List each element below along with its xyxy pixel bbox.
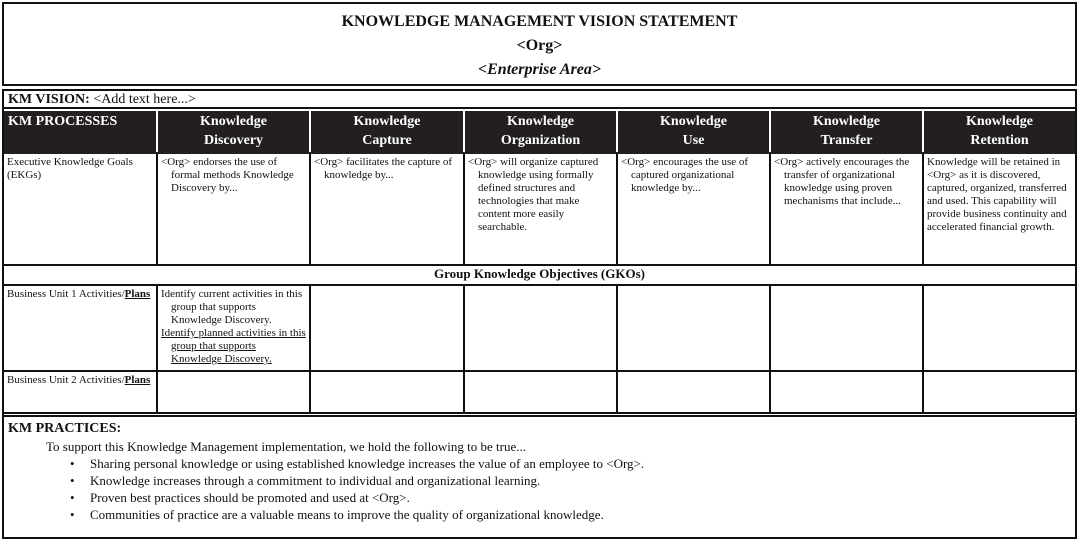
bu1-cell-transfer[interactable] — [770, 285, 923, 371]
column-header-transfer: Knowledge Transfer — [770, 111, 923, 153]
bu1-cell-capture[interactable] — [310, 285, 464, 371]
ekg-cell-capture[interactable]: <Org> facilitates the capture of knowledge by... — [310, 153, 464, 265]
km-practices-title: KM PRACTICES: — [8, 421, 122, 436]
ekg-cell-retention[interactable]: Knowledge will be retained in <Org> as it is discovered, captured, organized, transferred and used. This capability will provide business continuity and accelerated financial growth. — [923, 153, 1075, 265]
title-block — [2, 2, 1077, 86]
ekg-cell-discovery[interactable]: <Org> endorses the use of formal methods Knowledge Discovery by... — [157, 153, 310, 265]
table-row-gkos — [4, 265, 1075, 285]
column-header-capture: Knowledge Capture — [310, 111, 464, 153]
table-row-business-unit-1 — [4, 285, 1075, 371]
list-item: • Communities of practice are a valuable means to improve the quality of organizational knowledge. — [70, 507, 604, 522]
ekg-cell-transfer[interactable]: <Org> actively encourages the transfer of organizational knowledge using proven mechanisms that include... — [770, 153, 923, 265]
km-vision-text[interactable]: <Add text here...> — [93, 92, 196, 107]
km-processes-table — [4, 111, 1075, 414]
gko-section-label: Group Knowledge Objectives (GKOs) — [4, 265, 1075, 285]
table-row-ekgs — [4, 153, 1075, 265]
bullet-icon: • — [70, 456, 75, 471]
bu1-cell-use[interactable] — [617, 285, 770, 371]
list-item: • Proven best practices should be promoted and used at <Org>. — [70, 490, 410, 505]
km-practices-section — [4, 415, 1075, 535]
bullet-icon: • — [70, 473, 75, 488]
ekg-cell-organization[interactable]: <Org> will organize captured knowledge using formally defined structures and technologies that make content more easily searchable. — [464, 153, 617, 265]
bu1-current-activities-text: Identify current activities in this group that supports Knowledge Discovery. — [161, 288, 303, 326]
km-practices-intro: To support this Knowledge Management implementation, we hold the following to be true... — [46, 439, 526, 454]
bu1-cell-retention[interactable] — [923, 285, 1075, 371]
bu2-cell-transfer[interactable] — [770, 371, 923, 413]
km-vision-row — [4, 91, 1075, 109]
column-header-use: Knowledge Use — [617, 111, 770, 153]
bu2-row-label: Business Unit 2 Activities/Plans — [4, 371, 157, 413]
list-item: • Knowledge increases through a commitment to individual and organizational learning. — [70, 473, 541, 488]
column-header-discovery: Knowledge Discovery — [157, 111, 310, 153]
list-item: • Sharing personal knowledge or using established knowledge increases the value of an employee to <Org>. — [70, 456, 645, 471]
bu1-cell-discovery[interactable] — [157, 285, 310, 371]
km-practices-list — [8, 455, 1075, 523]
table-header-row — [4, 111, 1075, 153]
ekg-cell-use[interactable]: <Org> encourages the use of captured organizational knowledge by... — [617, 153, 770, 265]
table-row-business-unit-2 — [4, 371, 1075, 413]
bu2-plans-link[interactable]: Plans — [124, 374, 151, 386]
bu1-plans-link[interactable]: Plans — [124, 288, 151, 300]
bu2-cell-capture[interactable] — [310, 371, 464, 413]
km-vision-label: KM VISION: — [8, 92, 90, 107]
bu2-cell-use[interactable] — [617, 371, 770, 413]
bu1-planned-activities-text: Identify planned activities in this group that supports Knowledge Discovery. — [161, 327, 306, 365]
enterprise-area-placeholder: <Enterprise Area> — [478, 61, 601, 78]
bullet-icon: • — [70, 490, 75, 505]
bu2-cell-discovery[interactable] — [157, 371, 310, 413]
vision-statement-form — [2, 89, 1077, 539]
km-processes-header: KM PROCESSES — [4, 111, 157, 153]
column-header-retention: Knowledge Retention — [923, 111, 1075, 153]
bu1-row-label: Business Unit 1 Activities/Plans — [4, 285, 157, 371]
column-header-organization: Knowledge Organization — [464, 111, 617, 153]
document-title: KNOWLEDGE MANAGEMENT VISION STATEMENT — [341, 13, 738, 30]
bullet-icon: • — [70, 507, 75, 522]
bu2-cell-organization[interactable] — [464, 371, 617, 413]
bu1-cell-organization[interactable] — [464, 285, 617, 371]
org-placeholder: <Org> — [516, 37, 563, 54]
ekg-row-label: Executive Knowledge Goals (EKGs) — [4, 153, 157, 265]
bu2-cell-retention[interactable] — [923, 371, 1075, 413]
